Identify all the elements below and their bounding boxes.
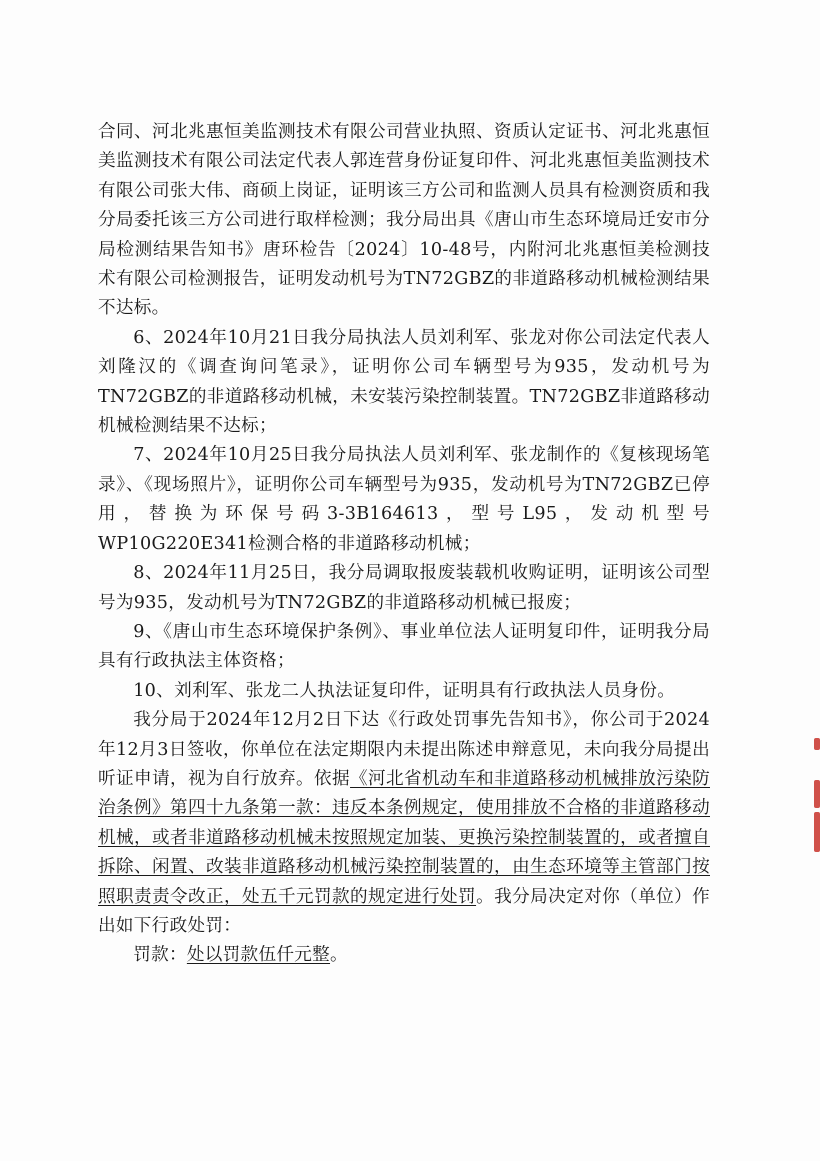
decision-intro: 我分局于2024年12月2日下达《行政处罚事先告知书》，你公司于2024年12月3日签收，你单位在法定期限内未提出陈述申辩意见，未向我分局提出听证申请，视为自行放弃。依据 <box>98 710 710 789</box>
paragraph-item-10: 10、刘利军、张龙二人执法证复印件，证明具有行政执法人员身份。 <box>133 680 676 701</box>
seal-edge-mark-middle <box>814 780 820 808</box>
seal-edge-mark-bottom <box>814 812 820 852</box>
body-text <box>98 118 710 971</box>
seal-edge-mark-top <box>814 738 820 750</box>
paragraph-item-6: 6、2024年10月21日我分局执法人员刘利军、张龙对你公司法定代表人刘隆汉的《调查询问笔录》，证明你公司车辆型号为935，发动机号为TN72GBZ的非道路移动机械，未安装污染控制装置。TN72GBZ非道路移动机械检测结果不达标； <box>98 327 710 437</box>
paragraph-item-8: 8、2024年11月25日，我分局调取报废装载机收购证明，证明该公司型号为935，发动机号为TN72GBZ的非道路移动机械已报废； <box>98 563 710 613</box>
penalty-label: 罚款： <box>133 945 187 966</box>
penalty-value: 处以罚款伍仟元整 <box>186 945 331 966</box>
decision-legal-basis: 《河北省机动车和非道路移动机械排放污染防治条例》第四十九条第一款：违反本条例规定，使用排放不合格的非道路移动机械，或者非道路移动机械未按照规定加装、更换污染控制装置的，或者擅自拆除、闲置、改装非道路移动机械污染控制装置的，由生态环境等主管部门按照职责责令改正，处五千元罚款的规定进行处罚 <box>98 768 710 907</box>
decision-tail: 。我分局决定对你（单位）作出如下行政处罚： <box>98 886 710 936</box>
paragraph-penalty <box>98 941 710 970</box>
paragraph-item-7: 7、2024年10月25日我分局执法人员刘利军、张龙制作的《复核现场笔录》、《现场照片》，证明你公司车辆型号为935，发动机号为TN72GBZ已停用，替换为环保号码3-3B164613，型号L95，发动机型号WP10G220E341检测合格的非道路移动机械； <box>98 445 710 554</box>
paragraph-decision <box>98 706 710 941</box>
paragraph-item-9: 9、《唐山市生态环境保护条例》、事业单位法人证明复印件，证明我分局具有行政执法主体资格； <box>98 621 710 672</box>
penalty-end: 。 <box>330 945 348 966</box>
paragraph-evidence-continued: 合同、河北兆惠恒美监测技术有限公司营业执照、资质认定证书、河北兆惠恒美监测技术有限公司法定代表人郭连营身份证复印件、河北兆惠恒美监测技术有限公司张大伟、商硕上岗证，证明该三方公司和监测人员具有检测资质和我分局委托该三方公司进行取样检测；我分局出具《唐山市生态环境局迁安市分局检测结果告知书》唐环检告〔2024〕10-48号，内附河北兆惠恒美检测技术有限公司检测报告，证明发动机号为TN72GBZ的非道路移动机械检测结果不达标。 <box>98 122 710 319</box>
